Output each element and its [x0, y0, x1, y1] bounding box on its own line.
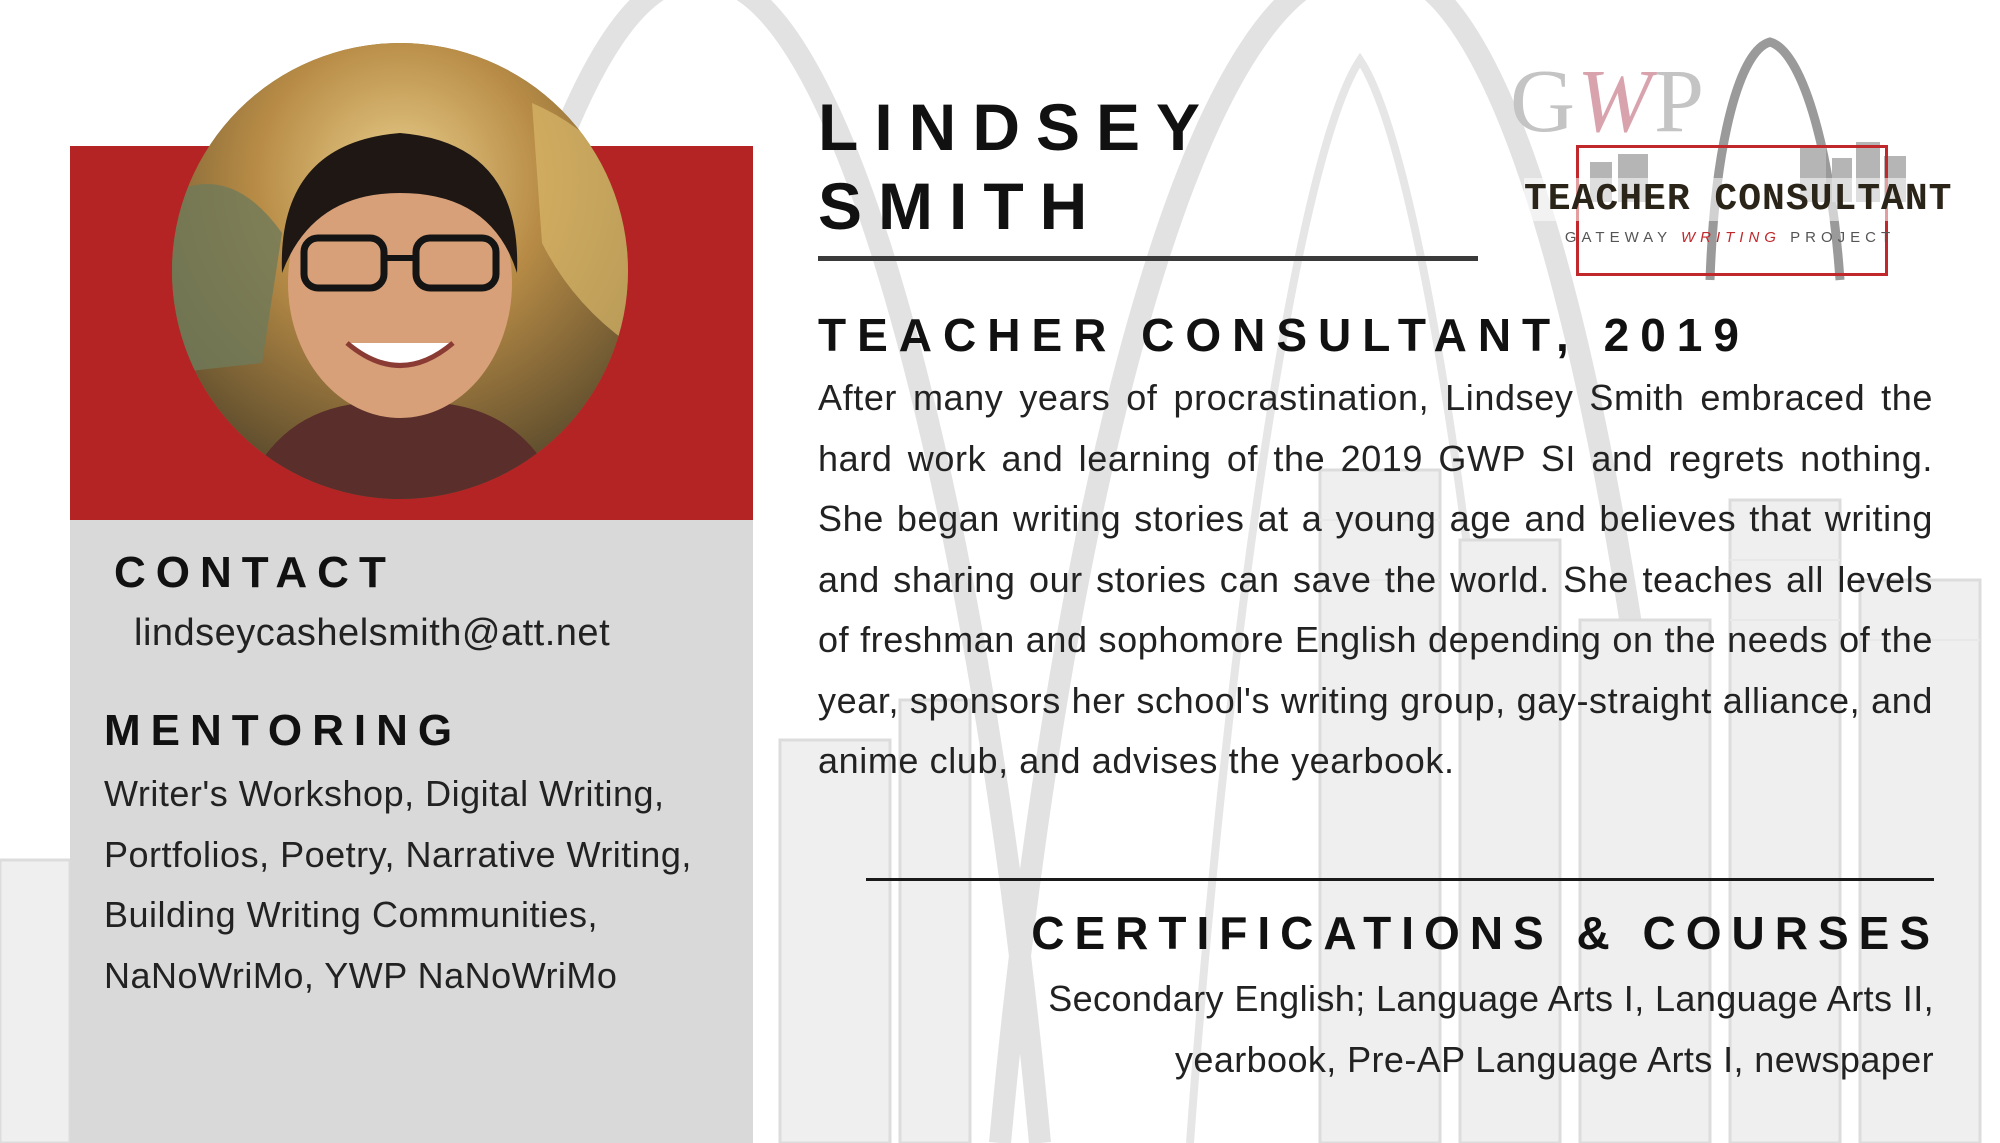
certifications-text	[900, 968, 1934, 1090]
name-divider	[818, 256, 1478, 261]
certifications-line-2: yearbook, Pre-AP Language Arts I, newspaper	[1175, 1039, 1934, 1080]
logo-subtitle: GATEWAY WRITING PROJECT	[1564, 229, 1896, 246]
certifications-line-1: Secondary English; Language Arts I, Language Arts II,	[1048, 978, 1934, 1019]
mentoring-text: Writer's Workshop, Digital Writing, Portfolios, Poetry, Narrative Writing, Building Writing Communities, NaNoWriMo, YWP NaNoWriMo	[104, 773, 692, 996]
profile-photo	[172, 43, 628, 499]
certifications-heading: CERTIFICATIONS & COURSES	[1031, 907, 1940, 959]
logo-wordmark: GWP	[1510, 52, 1707, 151]
name-first: LINDSEY	[818, 90, 1217, 164]
role-heading: TEACHER CONSULTANT, 2019	[818, 309, 1750, 361]
contact-email[interactable]: lindseycashelsmith@att.net	[134, 612, 611, 654]
section-divider	[866, 878, 1934, 881]
gwp-logo	[1500, 30, 1953, 292]
person-name	[818, 88, 1418, 246]
contact-heading: CONTACT	[114, 548, 396, 597]
mentoring-heading: MENTORING	[104, 706, 463, 755]
logo-title: TEACHER CONSULTANT	[1524, 178, 1953, 221]
name-last: SMITH	[818, 169, 1104, 243]
bio-text: After many years of procrastination, Lindsey Smith embraced the hard work and learning of the 2019 GWP SI and regrets nothing. She began writing stories at a young age and believes that writing and sharing our stories can save the world. She teaches all levels of freshman and sophomore English depending on the needs of the year, sponsors her school's writing group, gay-straight alliance, and anime club, and advises the yearbook.	[818, 377, 1933, 781]
portrait-photo-icon	[172, 43, 628, 499]
